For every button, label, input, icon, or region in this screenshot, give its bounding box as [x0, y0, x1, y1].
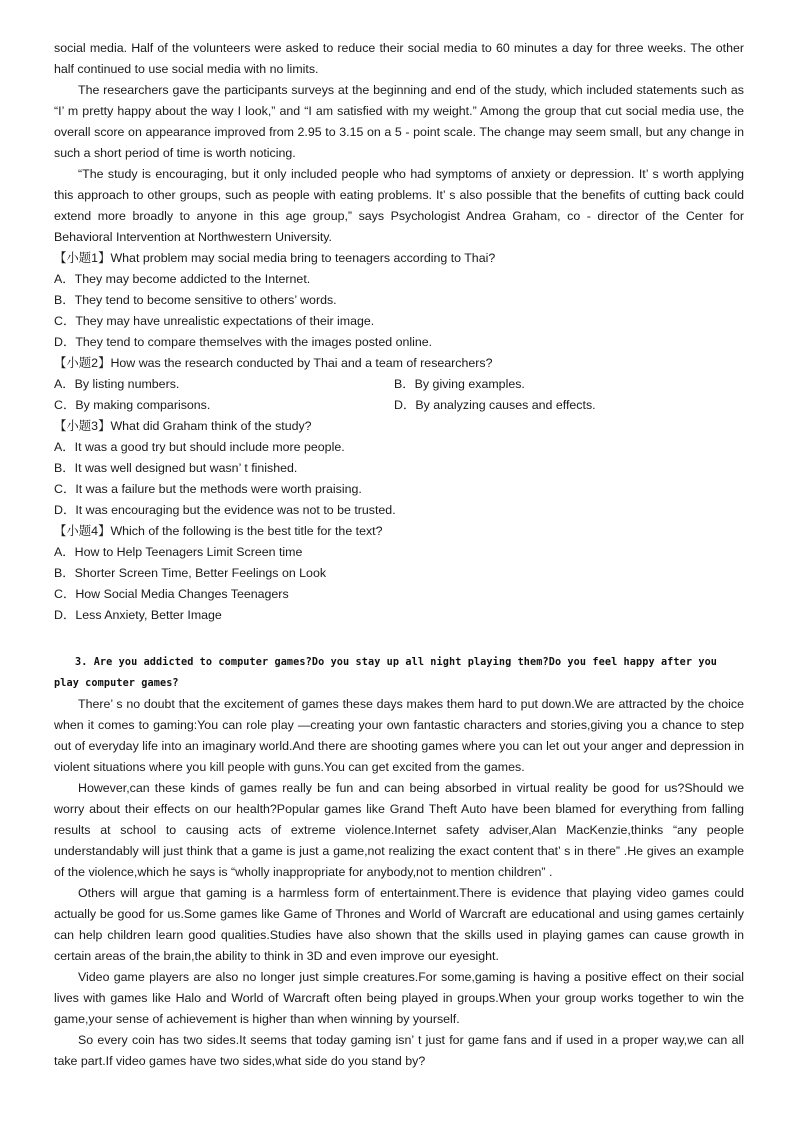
question-stem [54, 416, 744, 437]
question-text: How was the research conducted by Thai and a team of researchers? [110, 356, 493, 370]
option-text: It was encouraging but the evidence was not to be trusted. [75, 503, 396, 517]
option-letter: A． [54, 545, 75, 559]
option-d [54, 500, 744, 521]
option-text: It was a good try but should include more people. [74, 440, 345, 454]
paragraph: The researchers gave the participants surveys at the beginning and end of the study, which included statements such as “I’ m pretty happy about the way I look,” and “I am satisfied with my weight.” Among the group that cut social media use, the overall score on appearance improved from 2.95 to 3.15 on a 5 - point scale. The change may seem small, but any change in such a short period of time is worth noticing. [54, 83, 744, 160]
option-text: They may become addicted to the Internet. [74, 272, 311, 286]
option-text: By giving examples. [414, 377, 525, 391]
option-a [54, 437, 744, 458]
option-text: Shorter Screen Time, Better Feelings on Look [74, 566, 327, 580]
option-letter: A． [54, 440, 75, 454]
option-letter: D． [54, 608, 76, 622]
option-letter: B． [394, 377, 415, 391]
option-a [54, 374, 394, 395]
question-stem [54, 248, 744, 269]
option-letter: C． [54, 398, 76, 412]
question-1 [54, 248, 744, 353]
option-letter: C． [54, 314, 76, 328]
option-text: Less Anxiety, Better Image [75, 608, 222, 622]
option-b [54, 458, 744, 479]
option-d [394, 395, 744, 416]
option-letter: A． [54, 272, 75, 286]
question-2 [54, 353, 744, 416]
option-letter: C． [54, 587, 76, 601]
option-letter: D． [54, 503, 76, 517]
option-letter: B． [54, 293, 75, 307]
option-a [54, 269, 744, 290]
passage-computer-games [54, 652, 744, 1072]
option-d [54, 332, 744, 353]
paragraph: So every coin has two sides.It seems that today gaming isn’ t just for game fans and if used in a proper way,we can all take part.If video games have two sides,what side do you stand by? [54, 1033, 744, 1068]
option-d [54, 605, 744, 626]
option-text: They tend to become sensitive to others’ words. [74, 293, 337, 307]
option-text: By listing numbers. [74, 377, 180, 391]
passage-heading: 3. Are you addicted to computer games?Do you stay up all night playing them?Do you feel happy after you play computer games? [54, 657, 718, 689]
question-4 [54, 521, 744, 626]
option-letter: B． [54, 461, 75, 475]
question-label: 【小题3】 [54, 419, 111, 433]
paragraph: social media. Half of the volunteers were asked to reduce their social media to 60 minutes a day for three weeks. The other half continued to use social media with no limits. [54, 41, 744, 76]
question-text: What did Graham think of the study? [110, 419, 312, 433]
options-grid [54, 374, 744, 416]
option-text: They may have unrealistic expectations of their image. [75, 314, 375, 328]
option-text: How Social Media Changes Teenagers [75, 587, 289, 601]
document-page [54, 38, 744, 1072]
option-letter: B． [54, 566, 75, 580]
paragraph: Video game players are also no longer just simple creatures.For some,gaming is having a positive effect on their social lives with games like Halo and World of Warcraft often being played in groups.When your group works together to win the game,your sense of achievement is higher than when winning by yourself. [54, 970, 744, 1026]
option-letter: D． [394, 398, 416, 412]
option-c [54, 311, 744, 332]
option-c [54, 479, 744, 500]
question-stem [54, 521, 744, 542]
question-label: 【小题1】 [54, 251, 111, 265]
option-text: By making comparisons. [75, 398, 211, 412]
paragraph: However,can these kinds of games really be fun and can being absorbed in virtual reality be good for us?Should we worry about their effects on our health?Popular games like Grand Theft Auto have been blamed for everything from falling results at school to causing acts of extreme violence.Internet safety adviser,Alan MacKenzie,thinks “any people understandably will just think that a game is just a game,not realizing the exact content that’ s in there” .He gives an example of the violence,which he says is “wholly inappropriate for anybody,not to mention children” . [54, 781, 744, 879]
passage-social-media [54, 38, 744, 248]
option-b [54, 563, 744, 584]
question-3 [54, 416, 744, 521]
section-spacer [54, 626, 744, 652]
option-text: How to Help Teenagers Limit Screen time [74, 545, 303, 559]
option-letter: D． [54, 335, 76, 349]
option-text: They tend to compare themselves with the images posted online. [75, 335, 433, 349]
question-text: What problem may social media bring to teenagers according to Thai? [110, 251, 496, 265]
option-text: It was well designed but wasn’ t finished. [74, 461, 298, 475]
option-letter: C． [54, 482, 76, 496]
option-text: It was a failure but the methods were worth praising. [75, 482, 362, 496]
option-b [394, 374, 744, 395]
paragraph: There’ s no doubt that the excitement of games these days makes them hard to put down.We are attracted by the choice when it comes to gaming:You can role play —creating your own fantastic characters and stories,giving you a chance to step out of everyday life into an imaginary world.And there are shooting games where you can let out your anger and depression in violent situations where you kill people with guns.You can get excited from the games. [54, 697, 744, 774]
option-c [54, 584, 744, 605]
option-c [54, 395, 394, 416]
option-letter: A． [54, 377, 75, 391]
option-a [54, 542, 744, 563]
paragraph: “The study is encouraging, but it only included people who had symptoms of anxiety or depression. It’ s worth applying this approach to other groups, such as people with eating problems. It’ s also possible that the benefits of cutting back could extend more broadly to anyone in this age group,” says Psychologist Andrea Graham, co - director of the Center for Behavioral Intervention at Northwestern University. [54, 167, 744, 244]
question-label: 【小题2】 [54, 356, 111, 370]
paragraph: Others will argue that gaming is a harmless form of entertainment.There is evidence that playing video games could actually be good for us.Some games like Game of Thrones and World of Warcraft are educational and using games certainly can help children learn good qualities.Studies have also shown that the skills used in playing games can cause growth in certain areas of the brain,the ability to think in 3D and even improve our eyesight. [54, 886, 744, 963]
question-stem [54, 353, 744, 374]
option-text: By analyzing causes and effects. [415, 398, 596, 412]
option-b [54, 290, 744, 311]
question-label: 【小题4】 [54, 524, 111, 538]
question-text: Which of the following is the best title for the text? [110, 524, 383, 538]
